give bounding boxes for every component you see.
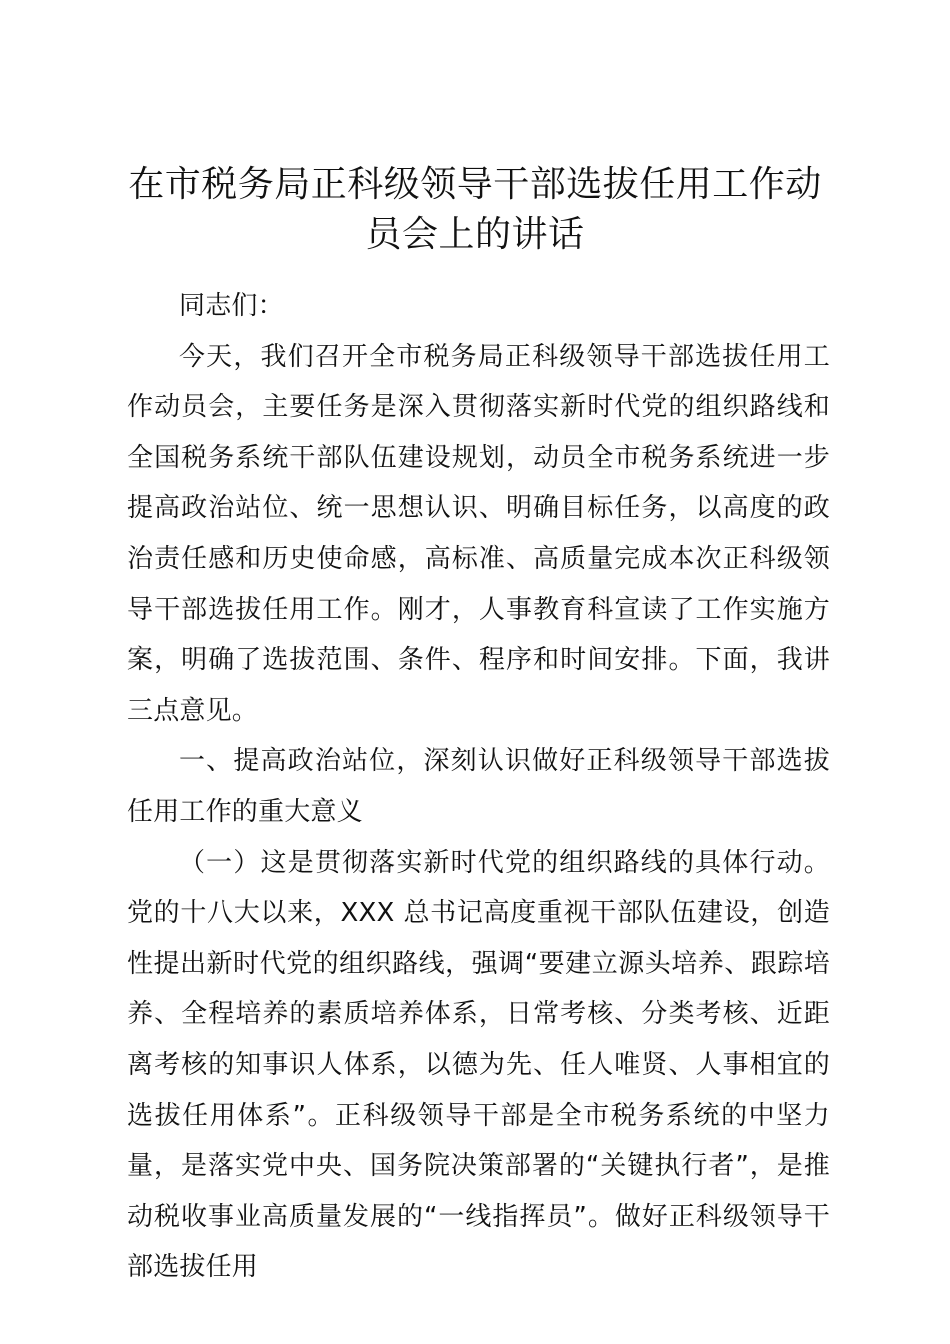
document-body: [127, 281, 830, 1293]
paragraph-subsection-1: （一）这是贯彻落实新时代党的组织路线的具体行动。党的十八大以来，XXX 总书记高度重视干部队伍建设，创造性提出新时代党的组织路线，强调“要建立源头培养、跟踪培养、全程培养的素质培养体系，日常考核、分类考核、近距离考核的知事识人体系，以德为先、任人唯贤、人事相宜的选拔任用体系”。正科级领导干部是全市税务系统的中坚力量，是落实党中央、国务院决策部署的“关键执行者”，是推动税收事业高质量发展的“一线指挥员”。做好正科级领导干部选拔任用: [127, 847, 830, 1283]
section-heading-1: 一、提高政治站位，深刻认识做好正科级领导干部选拔任用工作的重大意义: [127, 746, 830, 827]
salutation: 同志们：: [179, 291, 284, 321]
document-title: 在市税务局正科级领导干部选拔任用工作动员会上的讲话: [128, 164, 822, 255]
paragraph-intro: 今天，我们召开全市税务局正科级领导干部选拔任用工作动员会，主要任务是深入贯彻落实新时代党的组织路线和全国税务系统干部队伍建设规划，动员全市税务系统进一步提高政治站位、统一思想认识、明确目标任务，以高度的政治责任感和历史使命感，高标准、高质量完成本次正科级领导干部选拔任用工作。刚才，人事教育科宣读了工作实施方案，明确了选拔范围、条件、程序和时间安排。下面，我讲三点意见。: [127, 341, 830, 726]
